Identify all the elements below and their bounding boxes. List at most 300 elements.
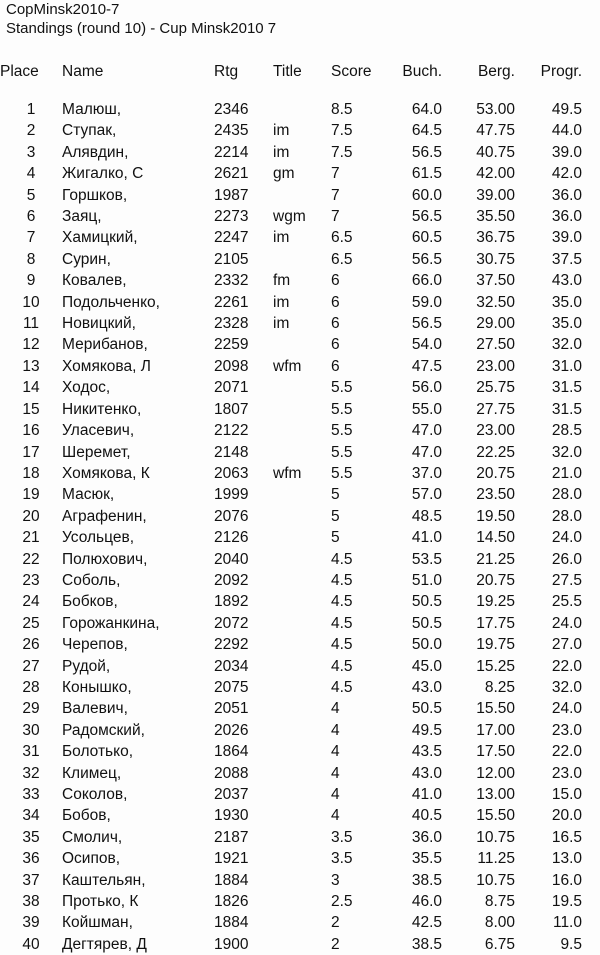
- cell-name: Соболь,: [62, 571, 121, 589]
- cell-progr: 15.0: [551, 786, 582, 803]
- cell-title: [273, 891, 331, 912]
- table-row: [0, 356, 582, 377]
- cell-name: Горожанкина,: [62, 614, 160, 632]
- cell-title: [273, 506, 331, 527]
- cell-buch: 53.5: [411, 550, 442, 568]
- cell-score: 5: [331, 507, 340, 525]
- table-row: [0, 677, 582, 698]
- table-row: [0, 120, 582, 141]
- cell-place: 17: [22, 443, 40, 461]
- cell-rtg: 2063: [214, 464, 249, 482]
- header-row: [0, 61, 582, 83]
- cell-title: im: [273, 122, 290, 140]
- cell-title: wfm: [273, 464, 302, 482]
- cell-score: 4.5: [331, 614, 353, 632]
- cell-rtg: 2076: [214, 507, 249, 525]
- cell-rtg: 2247: [214, 229, 249, 247]
- cell-buch: 60.5: [411, 229, 442, 247]
- cell-title: [273, 420, 331, 441]
- cell-progr: 31.5: [551, 400, 582, 418]
- cell-progr: 37.5: [551, 250, 582, 268]
- cell-score: 6: [331, 315, 340, 333]
- cell-progr: 27.0: [551, 636, 582, 654]
- header-spacer: [0, 83, 582, 99]
- cell-name: Койшман,: [62, 914, 133, 932]
- cell-buch: 56.5: [411, 250, 442, 268]
- cell-score: 3.5: [331, 850, 353, 868]
- cell-score: 2: [331, 935, 340, 953]
- cell-berg: 32.50: [476, 293, 515, 311]
- cell-buch: 38.5: [411, 871, 442, 889]
- cell-score: 7.5: [331, 122, 353, 140]
- table-row: [0, 484, 582, 505]
- cell-berg: 19.50: [476, 507, 515, 525]
- cell-name: Полюхович,: [62, 550, 148, 568]
- cell-title: [273, 827, 331, 848]
- cell-title: [273, 784, 331, 805]
- table-body: [0, 99, 582, 955]
- table-row: [0, 549, 582, 570]
- cell-place: 3: [26, 143, 36, 161]
- cell-berg: 42.00: [476, 165, 515, 183]
- cell-berg: 19.75: [476, 636, 515, 654]
- cell-rtg: 2088: [214, 764, 249, 782]
- cell-berg: 30.75: [476, 250, 515, 268]
- cell-rtg: 2273: [214, 208, 249, 226]
- cell-rtg: 2051: [214, 700, 249, 718]
- cell-progr: 27.5: [551, 571, 582, 589]
- table-row: [0, 698, 582, 719]
- cell-rtg: 2092: [214, 571, 249, 589]
- cell-rtg: 2435: [214, 122, 249, 140]
- cell-title: [273, 870, 331, 891]
- cell-progr: 31.0: [551, 357, 582, 375]
- cell-score: 4: [331, 721, 340, 739]
- cell-name: Протько, К: [62, 893, 139, 911]
- cell-buch: 64.5: [411, 122, 442, 140]
- cell-buch: 43.5: [411, 743, 442, 761]
- table-row: [0, 591, 582, 612]
- cell-progr: 16.5: [551, 828, 582, 846]
- cell-score: 4.5: [331, 678, 353, 696]
- cell-buch: 41.0: [411, 529, 442, 547]
- cell-title: fm: [273, 272, 291, 290]
- cell-name: Хомякова, К: [62, 464, 150, 482]
- cell-title: [273, 613, 331, 634]
- cell-rtg: 2071: [214, 379, 249, 397]
- cell-berg: 6.75: [484, 935, 515, 953]
- cell-berg: 27.75: [476, 400, 515, 418]
- cell-place: 16: [22, 422, 40, 440]
- cell-buch: 46.0: [411, 893, 442, 911]
- cell-place: 37: [22, 871, 40, 889]
- cell-title: [273, 698, 331, 719]
- cell-place: 11: [22, 315, 40, 333]
- cell-name: Черепов,: [62, 636, 128, 654]
- cell-berg: 35.50: [476, 208, 515, 226]
- cell-title: [273, 656, 331, 677]
- cell-score: 5: [331, 486, 340, 504]
- cell-rtg: 1864: [214, 743, 249, 761]
- table-row: [0, 292, 582, 313]
- cell-buch: 56.5: [411, 143, 442, 161]
- cell-buch: 47.0: [411, 422, 442, 440]
- cell-rtg: 2214: [214, 143, 249, 161]
- table-row: [0, 334, 582, 355]
- cell-score: 4.5: [331, 571, 353, 589]
- cell-progr: 20.0: [551, 807, 582, 825]
- table-row: [0, 420, 582, 441]
- tournament-code: CopMinsk2010-7: [6, 1, 120, 18]
- table-row: [0, 377, 582, 398]
- cell-rtg: 1884: [214, 914, 249, 932]
- cell-name: Никитенко,: [62, 400, 142, 418]
- cell-score: 6: [331, 336, 340, 354]
- cell-title: im: [273, 315, 290, 333]
- cell-rtg: 2187: [214, 828, 249, 846]
- cell-place: 25: [22, 614, 40, 632]
- table-row: [0, 870, 582, 891]
- cell-progr: 11.0: [552, 914, 582, 932]
- cell-score: 7: [331, 165, 340, 183]
- cell-score: 4: [331, 764, 340, 782]
- cell-name: Рудой,: [62, 657, 111, 675]
- cell-berg: 19.25: [476, 593, 515, 611]
- column-header-name: Name: [62, 63, 104, 80]
- cell-place: 36: [22, 850, 40, 868]
- cell-title: [273, 484, 331, 505]
- table-row: [0, 185, 582, 206]
- column-header-place: Place: [0, 63, 39, 80]
- cell-score: 6.5: [331, 250, 353, 268]
- cell-buch: 64.0: [411, 101, 442, 118]
- cell-berg: 21.25: [476, 550, 515, 568]
- cell-berg: 17.50: [476, 743, 515, 761]
- cell-progr: 36.0: [551, 208, 582, 226]
- cell-berg: 22.25: [476, 443, 515, 461]
- cell-name: Масюк,: [62, 486, 115, 504]
- cell-rtg: 1826: [214, 893, 249, 911]
- cell-name: Горшков,: [62, 186, 128, 204]
- cell-buch: 56.5: [411, 315, 442, 333]
- cell-progr: 28.0: [551, 486, 582, 504]
- cell-score: 4.5: [331, 657, 353, 675]
- cell-progr: 28.0: [551, 507, 582, 525]
- cell-rtg: 2346: [214, 101, 249, 118]
- cell-name: Хомякова, Л: [62, 357, 151, 375]
- cell-berg: 17.75: [476, 614, 515, 632]
- cell-progr: 25.5: [551, 593, 582, 611]
- cell-place: 7: [26, 229, 36, 247]
- cell-progr: 24.0: [551, 614, 582, 632]
- cell-place: 10: [22, 293, 40, 311]
- cell-progr: 24.0: [551, 700, 582, 718]
- cell-score: 5: [331, 529, 340, 547]
- cell-progr: 32.0: [551, 678, 582, 696]
- cell-name: Бобов,: [62, 807, 111, 825]
- cell-score: 5.5: [331, 443, 353, 461]
- cell-progr: 19.5: [551, 893, 582, 911]
- table-row: [0, 463, 582, 484]
- table-row: [0, 142, 582, 163]
- cell-rtg: 2037: [214, 786, 249, 803]
- cell-rtg: 1930: [214, 807, 249, 825]
- cell-place: 23: [22, 571, 40, 589]
- cell-score: 4: [331, 743, 340, 761]
- cell-place: 6: [26, 208, 36, 226]
- cell-name: Болотько,: [62, 743, 134, 761]
- cell-name: Конышко,: [62, 678, 132, 696]
- cell-rtg: 1999: [214, 486, 249, 504]
- cell-buch: 56.0: [411, 379, 442, 397]
- table-row: [0, 270, 582, 291]
- cell-buch: 41.0: [411, 786, 442, 803]
- cell-name: Соколов,: [62, 786, 128, 803]
- cell-progr: 35.0: [551, 315, 582, 333]
- cell-buch: 48.5: [411, 507, 442, 525]
- document-header: [6, 0, 276, 38]
- cell-title: im: [273, 143, 290, 161]
- cell-score: 7: [331, 208, 340, 226]
- table-row: [0, 99, 582, 120]
- cell-berg: 40.75: [476, 143, 515, 161]
- cell-title: [273, 549, 331, 570]
- cell-place: 34: [22, 807, 40, 825]
- cell-place: 4: [26, 165, 36, 183]
- cell-progr: 13.0: [551, 850, 582, 868]
- cell-berg: 17.00: [476, 721, 515, 739]
- cell-score: 4: [331, 700, 340, 718]
- cell-title: [273, 527, 331, 548]
- cell-name: Бобков,: [62, 593, 118, 611]
- cell-name: Осипов,: [62, 850, 121, 868]
- column-header-title: Title: [273, 63, 302, 80]
- cell-rtg: 2332: [214, 272, 249, 290]
- cell-buch: 59.0: [411, 293, 442, 311]
- table-row: [0, 206, 582, 227]
- cell-rtg: 2034: [214, 657, 249, 675]
- cell-title: [273, 442, 331, 463]
- table-row: [0, 249, 582, 270]
- cell-title: [273, 848, 331, 869]
- cell-place: 24: [22, 593, 40, 611]
- cell-place: 22: [22, 550, 40, 568]
- column-header-berg: Berg.: [477, 63, 515, 80]
- table-row: [0, 763, 582, 784]
- table-row: [0, 891, 582, 912]
- cell-place: 29: [22, 700, 40, 718]
- cell-progr: 16.0: [551, 871, 582, 889]
- cell-title: [273, 805, 331, 826]
- cell-buch: 50.5: [411, 593, 442, 611]
- cell-buch: 55.0: [411, 400, 442, 418]
- cell-berg: 23.50: [476, 486, 515, 504]
- cell-score: 5.5: [331, 400, 353, 418]
- cell-name: Шеремет,: [62, 443, 131, 461]
- cell-name: Климец,: [62, 764, 122, 782]
- cell-name: Сурин,: [62, 250, 111, 268]
- cell-place: 35: [22, 828, 40, 846]
- cell-progr: 21.0: [551, 464, 582, 482]
- cell-place: 31: [22, 743, 40, 761]
- cell-berg: 15.50: [476, 807, 515, 825]
- cell-buch: 49.5: [411, 721, 442, 739]
- cell-progr: 39.0: [551, 229, 582, 247]
- cell-score: 6: [331, 357, 340, 375]
- cell-rtg: 2075: [214, 678, 249, 696]
- cell-progr: 22.0: [551, 743, 582, 761]
- cell-rtg: 2292: [214, 636, 249, 654]
- cell-berg: 20.75: [476, 464, 515, 482]
- cell-progr: 39.0: [551, 143, 582, 161]
- table-row: [0, 934, 582, 955]
- cell-berg: 20.75: [476, 571, 515, 589]
- cell-berg: 15.25: [476, 657, 515, 675]
- cell-score: 4.5: [331, 593, 353, 611]
- cell-buch: 43.0: [411, 678, 442, 696]
- cell-progr: 23.0: [551, 721, 582, 739]
- cell-name: Радомский,: [62, 721, 145, 739]
- cell-name: Дегтярев, Д: [62, 935, 147, 953]
- table-row: [0, 613, 582, 634]
- cell-place: 14: [22, 379, 40, 397]
- cell-buch: 43.0: [411, 764, 442, 782]
- table-row: [0, 506, 582, 527]
- cell-place: 5: [26, 186, 36, 204]
- cell-title: [273, 377, 331, 398]
- cell-score: 6: [331, 293, 340, 311]
- cell-progr: 28.5: [551, 422, 582, 440]
- cell-title: [273, 334, 331, 355]
- cell-title: [273, 249, 331, 270]
- cell-buch: 57.0: [411, 486, 442, 504]
- cell-buch: 50.5: [411, 700, 442, 718]
- table-row: [0, 163, 582, 184]
- cell-progr: 26.0: [551, 550, 582, 568]
- cell-title: [273, 570, 331, 591]
- cell-title: [273, 677, 331, 698]
- cell-name: Жигалко, С: [62, 165, 144, 183]
- cell-buch: 47.0: [411, 443, 442, 461]
- table-row: [0, 527, 582, 548]
- cell-place: 12: [22, 336, 40, 354]
- cell-berg: 39.00: [476, 186, 515, 204]
- table-row: [0, 805, 582, 826]
- cell-berg: 8.25: [484, 678, 515, 696]
- cell-progr: 32.0: [551, 336, 582, 354]
- cell-title: [273, 934, 331, 955]
- cell-rtg: 2126: [214, 529, 249, 547]
- cell-title: [273, 634, 331, 655]
- cell-name: Уласевич,: [62, 422, 135, 440]
- cell-progr: 32.0: [551, 443, 582, 461]
- cell-score: 6.5: [331, 229, 353, 247]
- cell-berg: 12.00: [476, 764, 515, 782]
- cell-progr: 36.0: [551, 186, 582, 204]
- cell-buch: 60.0: [411, 186, 442, 204]
- cell-progr: 44.0: [551, 122, 582, 140]
- cell-berg: 37.50: [476, 272, 515, 290]
- cell-title: im: [273, 293, 290, 311]
- cell-score: 2: [331, 914, 340, 932]
- cell-place: 27: [22, 657, 40, 675]
- cell-buch: 42.5: [411, 914, 442, 932]
- cell-berg: 25.75: [476, 379, 515, 397]
- cell-title: [273, 720, 331, 741]
- cell-berg: 15.50: [476, 700, 515, 718]
- cell-title: [273, 741, 331, 762]
- table-row: [0, 656, 582, 677]
- cell-berg: 47.75: [476, 122, 515, 140]
- cell-buch: 54.0: [411, 336, 442, 354]
- cell-progr: 49.5: [551, 101, 582, 118]
- cell-rtg: 2072: [214, 614, 249, 632]
- cell-score: 7.5: [331, 143, 353, 161]
- cell-rtg: 1921: [214, 850, 249, 868]
- cell-place: 20: [22, 507, 40, 525]
- cell-rtg: 2148: [214, 443, 249, 461]
- table-row: [0, 313, 582, 334]
- cell-name: Ходос,: [62, 379, 111, 397]
- cell-buch: 50.0: [411, 636, 442, 654]
- cell-progr: 43.0: [551, 272, 582, 290]
- cell-name: Малюш,: [62, 101, 122, 118]
- cell-title: [273, 185, 331, 206]
- cell-title: im: [273, 229, 290, 247]
- column-header-score: Score: [331, 63, 372, 80]
- cell-score: 3.5: [331, 828, 353, 846]
- table-row: [0, 741, 582, 762]
- cell-title: [273, 99, 331, 120]
- cell-title: gm: [273, 165, 295, 183]
- cell-name: Алявдин,: [62, 143, 129, 161]
- cell-berg: 23.00: [476, 357, 515, 375]
- cell-rtg: 1892: [214, 593, 249, 611]
- table-row: [0, 634, 582, 655]
- cell-name: Смолич,: [62, 828, 123, 846]
- cell-name: Хамицкий,: [62, 229, 138, 247]
- cell-place: 19: [22, 486, 40, 504]
- cell-title: wfm: [273, 357, 302, 375]
- cell-place: 39: [22, 914, 40, 932]
- cell-berg: 8.75: [484, 893, 515, 911]
- cell-score: 4: [331, 807, 340, 825]
- cell-place: 1: [26, 101, 36, 118]
- cell-progr: 35.0: [551, 293, 582, 311]
- cell-rtg: 1900: [214, 935, 249, 953]
- cell-place: 30: [22, 721, 40, 739]
- cell-rtg: 2040: [214, 550, 249, 568]
- cell-berg: 27.50: [476, 336, 515, 354]
- cell-score: 4.5: [331, 636, 353, 654]
- cell-place: 8: [26, 250, 36, 268]
- cell-rtg: 1884: [214, 871, 249, 889]
- cell-place: 9: [26, 272, 36, 290]
- cell-rtg: 2261: [214, 293, 249, 311]
- cell-place: 28: [22, 678, 40, 696]
- cell-buch: 50.5: [411, 614, 442, 632]
- cell-score: 3: [331, 871, 340, 889]
- cell-buch: 35.5: [411, 850, 442, 868]
- cell-rtg: 2122: [214, 422, 249, 440]
- table-row: [0, 827, 582, 848]
- table-row: [0, 848, 582, 869]
- cell-rtg: 1807: [214, 400, 249, 418]
- cell-buch: 45.0: [411, 657, 442, 675]
- cell-score: 7: [331, 186, 340, 204]
- cell-berg: 53.00: [476, 101, 515, 118]
- cell-progr: 31.5: [551, 379, 582, 397]
